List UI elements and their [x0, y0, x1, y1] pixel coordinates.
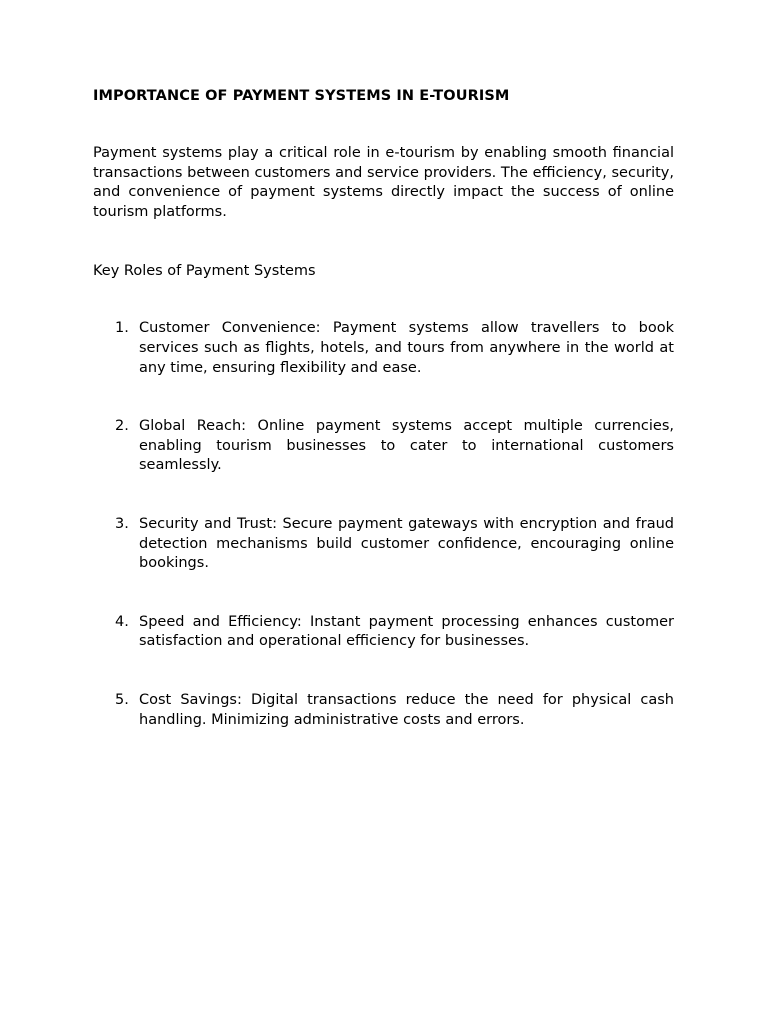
list-number: 5.	[115, 691, 129, 708]
list-number: 4.	[115, 613, 129, 630]
list-item	[93, 515, 674, 574]
list-item	[93, 613, 674, 652]
list-item	[93, 417, 674, 476]
list-item-text: Security and Trust: Secure payment gateways with encryption and fraud detection mechanisms build customer confidence, encouraging online bookings.	[139, 515, 674, 572]
list-number: 3.	[115, 515, 129, 532]
list-number: 1.	[115, 320, 129, 337]
list-item-text: Cost Savings: Digital transactions reduce the need for physical cash handling. Minimizing administrative costs and errors.	[139, 691, 674, 728]
list-item-text: Global Reach: Online payment systems accept multiple currencies, enabling tourism businesses to cater to international customers seamlessly.	[139, 418, 674, 474]
list-item-text: Customer Convenience: Payment systems allow travellers to book services such as flights, hotels, and tours from anywhere in the world at any time, ensuring flexibility and ease.	[139, 320, 674, 376]
list-item	[93, 319, 674, 378]
list-item	[93, 691, 674, 730]
key-roles-list	[93, 319, 674, 730]
intro-paragraph: Payment systems play a critical role in e-tourism by enabling smooth financial transactions between customers and service providers. The efficiency, security, and convenience of payment systems directly impact the success of online tourism platforms.	[93, 145, 674, 220]
list-item-text: Speed and Efficiency: Instant payment processing enhances customer satisfaction and operational efficiency for businesses.	[139, 613, 674, 650]
document-page	[93, 86, 674, 769]
document-title: IMPORTANCE OF PAYMENT SYSTEMS IN E-TOURISM	[93, 88, 510, 104]
list-number: 2.	[115, 418, 129, 435]
section-heading: Key Roles of Payment Systems	[93, 263, 316, 280]
